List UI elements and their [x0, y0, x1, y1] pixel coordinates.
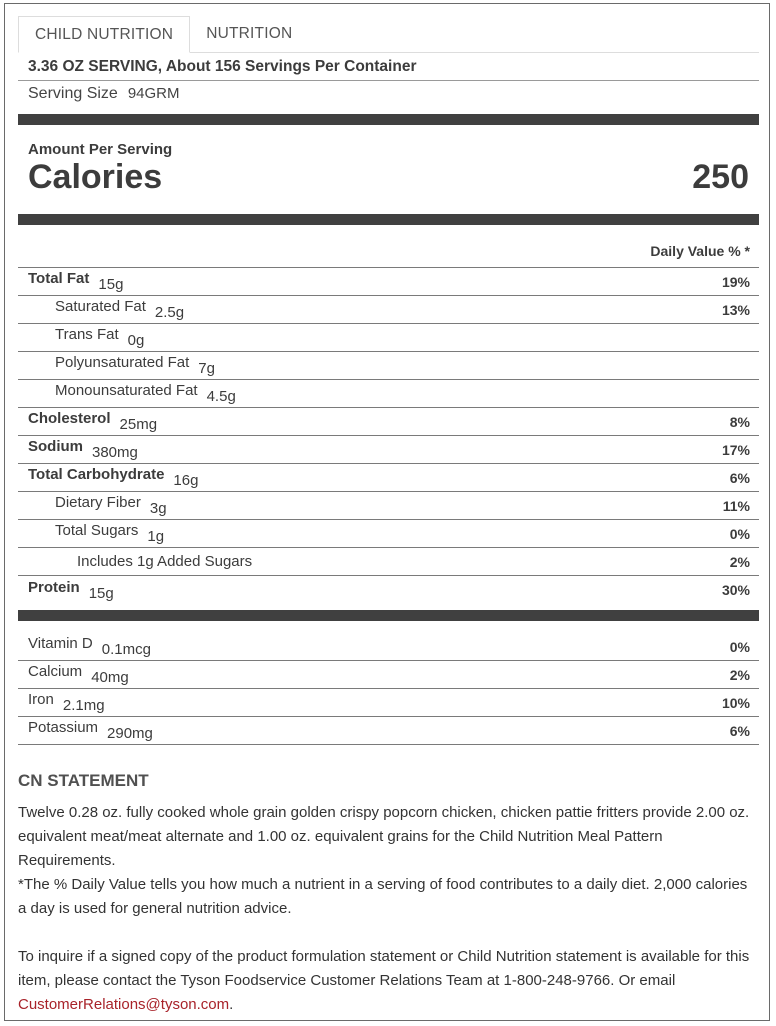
servings-per-container: 3.36 OZ SERVING, About 156 Servings Per Container: [18, 53, 759, 81]
daily-value-header: Daily Value % *: [18, 225, 759, 268]
nutrient-name: Total Carbohydrate: [28, 466, 165, 483]
nutrient-amount: 0g: [127, 332, 145, 349]
nutrient-name: Dietary Fiber: [55, 494, 141, 511]
vitamin-label-group: [28, 635, 151, 658]
nutrient-name: Polyunsaturated Fat: [55, 354, 190, 371]
thick-divider: [18, 114, 759, 125]
nutrient-amount: 15g: [98, 276, 124, 293]
nutrient-amount: 3g: [149, 500, 167, 517]
nutrient-name: Saturated Fat: [55, 298, 146, 315]
nutrient-daily-value: 19%: [721, 273, 750, 290]
cn-statement-text: Twelve 0.28 oz. fully cooked whole grain golden crispy popcorn chicken, chicken pattie fritters provide 2.00 oz. equivalent meat/meat alternate and 1.00 oz. equivalent grains for the Child Nutrition Meal Pattern Requirements.: [18, 804, 750, 869]
calories-label: Calories: [28, 158, 163, 196]
nutrient-row: [18, 408, 759, 436]
nutrient-name: Includes 1g Added Sugars: [77, 553, 253, 570]
nutrient-row: [18, 548, 759, 576]
cn-statement-body: [18, 801, 759, 1017]
nutrient-label-group: [28, 410, 158, 433]
nutrient-list: [18, 268, 759, 604]
calories-row: [18, 158, 759, 210]
nutrient-daily-value: 11%: [722, 497, 750, 514]
nutrient-daily-value: 30%: [721, 582, 750, 598]
nutrient-row: [18, 576, 759, 604]
vitamin-amount: 0.1mcg: [101, 641, 151, 658]
nutrient-row: [18, 268, 759, 296]
nutrient-label-group: [55, 494, 167, 517]
nutrient-name: Total Sugars: [55, 522, 139, 539]
vitamin-name: Vitamin D: [28, 635, 93, 652]
vitamin-amount: 2.1mg: [62, 697, 105, 714]
nutrient-label-group: [28, 466, 199, 489]
vitamin-row: [18, 717, 759, 745]
vitamin-daily-value: 0%: [729, 638, 750, 655]
amount-per-serving: Amount Per Serving: [28, 141, 173, 158]
nutrient-daily-value: 6%: [729, 469, 750, 486]
tab-bar: [18, 16, 759, 53]
nutrient-amount: 7g: [198, 360, 215, 377]
nutrient-name: Monounsaturated Fat: [55, 382, 198, 399]
nutrient-row: [18, 464, 759, 492]
nutrient-name: Total Fat: [28, 270, 90, 287]
nutrient-amount: 15g: [88, 584, 114, 602]
vitamin-row: [18, 633, 759, 661]
vitamin-label-group: [28, 719, 153, 742]
nutrient-amount: 4.5g: [206, 388, 236, 405]
nutrition-panel: [4, 3, 770, 1021]
nutrient-label-group: [55, 326, 145, 349]
vitamin-amount: 40mg: [91, 669, 129, 686]
nutrient-label-group: [55, 354, 215, 377]
nutrient-row: [18, 492, 759, 520]
nutrient-name: Trans Fat: [55, 326, 119, 343]
nutrient-amount: 2.5g: [154, 304, 185, 321]
nutrient-row: [18, 324, 759, 352]
nutrient-row: [18, 296, 759, 324]
nutrient-amount: 380mg: [92, 444, 138, 461]
serving-size-label: Serving Size: [28, 85, 118, 102]
vitamin-name: Calcium: [28, 663, 83, 680]
nutrient-name: Sodium: [28, 438, 83, 455]
thick-divider: [18, 214, 759, 225]
vitamin-list: [18, 633, 759, 745]
nutrient-row: [18, 520, 759, 548]
customer-relations-email-link[interactable]: CustomerRelations@tyson.com: [18, 996, 230, 1013]
vitamin-row: [18, 661, 759, 689]
inquiry-message: To inquire if a signed copy of the product formulation statement or Child Nutrition statement is available for this item, please contact the Tyson Foodservice Customer Relations Team at 1-800-248-9766. Or email: [18, 948, 750, 989]
nutrient-row: [18, 380, 759, 408]
serving-size: [18, 81, 759, 110]
nutrient-label-group: [28, 578, 114, 602]
nutrient-amount: 25mg: [119, 416, 158, 433]
vitamin-label-group: [28, 663, 129, 686]
nutrient-label-group: [55, 298, 185, 321]
thick-divider: [18, 610, 759, 621]
serving-size-value: 94GRM: [127, 85, 180, 102]
nutrient-daily-value: 0%: [729, 525, 750, 542]
inquiry-suffix: .: [229, 996, 234, 1013]
vitamin-label-group: [28, 691, 105, 714]
nutrient-label-group: [55, 382, 236, 405]
nutrient-label-group: [28, 270, 124, 293]
nutrient-row: [18, 436, 759, 464]
vitamin-name: Iron: [28, 691, 54, 708]
vitamin-amount: 290mg: [107, 725, 153, 742]
nutrient-name: Protein: [28, 578, 80, 596]
inquiry-text: [18, 945, 759, 1017]
nutrient-row: [18, 352, 759, 380]
nutrient-label-group: [55, 522, 165, 545]
calories-value: 250: [692, 158, 749, 196]
nutrient-amount: 16g: [173, 472, 199, 489]
tab-child-nutrition[interactable]: CHILD NUTRITION: [18, 16, 190, 53]
nutrient-label-group: [28, 438, 138, 461]
daily-value-note: *The % Daily Value tells you how much a nutrient in a serving of food contributes to a daily diet. 2,000 calories a day is used for general nutrition advice.: [18, 876, 748, 917]
vitamin-name: Potassium: [28, 719, 99, 736]
vitamin-daily-value: 2%: [729, 666, 750, 683]
nutrient-daily-value: 13%: [721, 301, 750, 318]
nutrient-daily-value: 2%: [729, 553, 750, 570]
nutrient-daily-value: 8%: [729, 413, 750, 430]
tab-nutrition[interactable]: NUTRITION: [206, 25, 293, 42]
cn-statement-heading: CN STATEMENT: [18, 771, 149, 790]
vitamin-daily-value: 6%: [729, 722, 750, 739]
vitamin-daily-value: 10%: [721, 694, 750, 711]
nutrient-daily-value: 17%: [721, 441, 750, 458]
nutrient-name: Cholesterol: [28, 410, 111, 427]
nutrient-amount: 1g: [147, 528, 165, 545]
nutrient-label-group: [77, 553, 252, 570]
vitamin-row: [18, 689, 759, 717]
